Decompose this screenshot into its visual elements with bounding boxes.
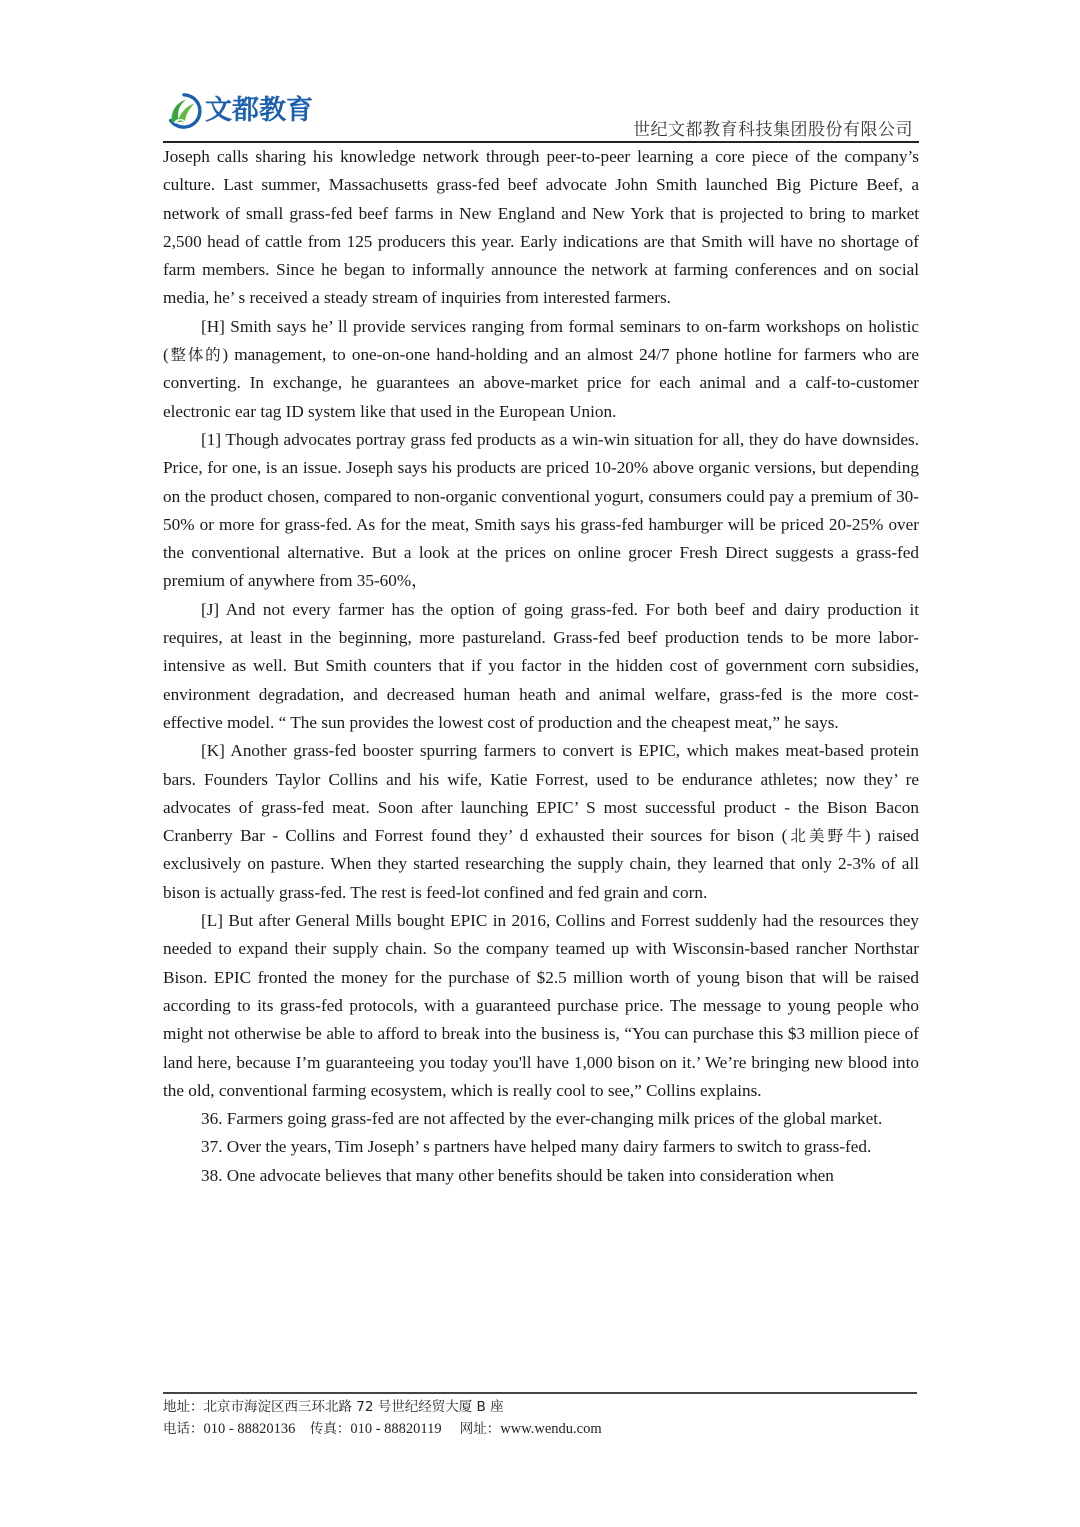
paragraph-i: [1] Though advocates portray grass fed products as a win-win situation for all, they do have downsides. Price, for one, is an issue. Joseph says his products are priced 10-20% above organic versions, but depending on the product chosen, compared to non-organic conventional yogurt, consumers could pay a premium of 30-50% or more for grass-fed. As for the meat, Smith says his grass-fed hamburger will be priced 20-25% over the conventional alternative. But a look at the prices on online grocer Fresh Direct suggests a grass-fed premium of anywhere from 35-60%， <box>163 429 919 591</box>
paragraph-h-text-rest: ) management, to one-on-one hand-holding and an almost 24/7 phone hotline for farmers who are converting. In exchange, he guarantees an above-market price for each animal and a calf-to-customer electronic ear tag ID system like that used in the European Union. <box>163 345 919 421</box>
wendu-leaf-logo-icon <box>165 92 203 130</box>
paragraph-g-continued: Joseph calls sharing his knowledge network through peer-to-peer learning a core piece of the company’s culture. Last summer, Massachusetts grass-fed beef advocate John Smith launched Big Picture Beef, a network of small grass-fed beef farms in New England and New York that is projected to bring to market 2,500 head of cattle from 125 producers this year. Early indications are that Smith will have no shortage of farm members. Since he began to informally announce the network at farming conferences and on social media, he’ s received a steady stream of inquiries from interested farmers. <box>163 147 919 308</box>
page-header <box>163 86 919 142</box>
question-37: 37. Over the years, Tim Joseph’ s partners have helped many dairy farmers to switch to grass-fed. <box>201 1137 872 1157</box>
chinese-gloss: 北美野牛 <box>787 827 865 846</box>
paragraph-k <box>163 737 919 907</box>
question-36: 36. Farmers going grass-fed are not affected by the ever-changing milk prices of the global market. <box>201 1109 883 1129</box>
phone-value: 010 - 88820136 <box>203 1421 296 1437</box>
paragraph-k-text: [K] Another grass-fed booster spurring farmers to convert is EPIC, which makes meat-based protein bars. Founders Taylor Collins and his wife, Katie Forrest, used to be endurance athletes; now they’ re advocates of grass-fed meat. Soon after launching EPIC’ S most successful product - the Bison Bacon Cranberry Bar - Collins and Forrest found they’ d exhausted their sources for bison ( <box>163 741 919 846</box>
paragraph-l: [L] But after General Mills bought EPIC in 2016, Collins and Forrest suddenly had the resources they needed to expand their supply chain. So the company teamed up with Wisconsin-based rancher Northstar Bison. EPIC fronted the money for the purchase of $2.5 million worth of young bison that will be raised according to its grass-fed protocols, with a guaranteed purchase price. The message to young people who might not otherwise be able to afford to break into the business is, “You can purchase this $3 million piece of land here, because I’m guaranteeing you today you'll have 1,000 bison on it.’ We’re bringing new blood into the old, conventional farming ecosystem, which is really cool to see,” Collins explains. <box>163 911 919 1100</box>
fax-value: 010 - 88820119 <box>350 1421 442 1437</box>
phone-label: 电话： <box>163 1421 204 1437</box>
footer-divider <box>163 1392 917 1394</box>
address-value: 北京市海淀区西三环北路 72 号世纪经贸大厦 B 座 <box>203 1399 504 1415</box>
footer-address-line <box>163 1396 923 1418</box>
page-footer <box>163 1396 923 1440</box>
article-body <box>163 143 919 1190</box>
chinese-gloss: 整体的 <box>168 346 223 365</box>
company-name: 世纪文都教育科技集团股份有限公司 <box>633 120 913 140</box>
wendu-logo <box>165 90 313 132</box>
question-38: 38. One advocate believes that many other benefits should be taken into consideration when <box>201 1165 834 1185</box>
paragraph-h <box>163 313 919 426</box>
website-label: 网址： <box>459 1421 501 1437</box>
paragraph-j: [J] And not every farmer has the option of going grass-fed. For both beef and dairy production it requires, at least in the beginning, more pastureland. Grass-fed beef production tends to be more labor-intensive as well. But Smith counters that if you factor in the hidden cost of government corn subsidies, environment degradation, and decreased human heath and animal welfare, grass-fed is the more cost-effective model. “ The sun provides the lowest cost of production and the cheapest meat,” he says. <box>163 599 919 732</box>
fax-label: 传真： <box>309 1421 351 1437</box>
paragraph-h-text: [H] Smith says he’ ll provide services ranging from formal seminars to on-farm workshops on holistic ( <box>163 316 919 365</box>
address-label: 地址： <box>163 1399 204 1415</box>
paragraph-k-text-rest: ) raised exclusively on pasture. When they started researching the supply chain, they learned that only 2-3% of all bison is actually grass-fed. The rest is feed-lot confined and fed grain and corn. <box>163 826 919 902</box>
logo-text: 文都教育 <box>205 95 313 126</box>
footer-contact-line <box>163 1418 923 1440</box>
website-link[interactable]: www.wendu.com <box>500 1421 602 1437</box>
